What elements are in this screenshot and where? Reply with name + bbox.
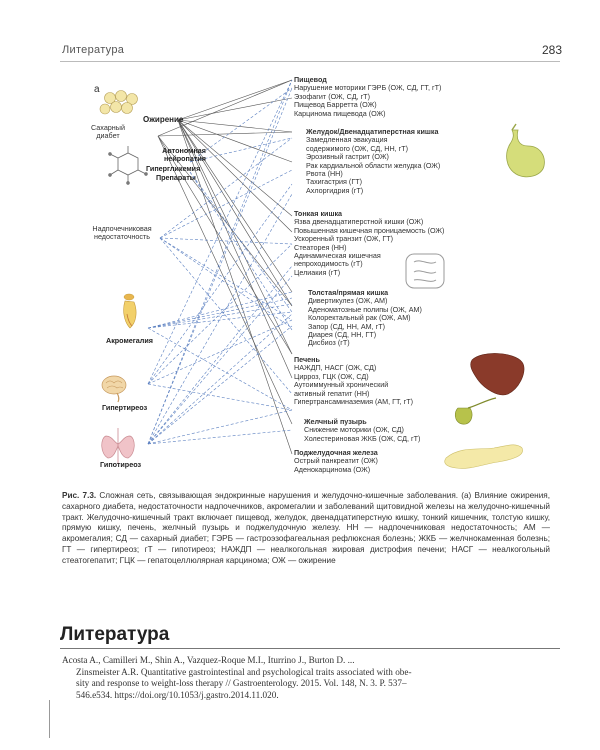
label-drugs: Препараты — [156, 173, 196, 182]
gallbladder-icon — [455, 398, 496, 424]
organ-block-gallbladder: Желчный пузырь Снижение моторики (ОЖ, СД) Холестериновая ЖКБ (ОЖ, СД, гТ) — [304, 417, 421, 443]
pancreas-icon — [445, 445, 523, 469]
reference-entry: Acosta A., Camilleri M., Shin A., Vazquez-Roque M.I., Iturrino J., Burton D. ... Zinsmeister A.R. Quantitative gastrointestinal and psychological traits associated with obe- sity and response to weight-loss therapy // Gastroenterology. 2015. Vol. 148, N. 3. P. 537– 546.e534. https://doi.org/10.1053/j.gastro.2014.11.020. — [62, 655, 412, 700]
organ-block-esophagus: Пищевод Нарушение моторики ГЭРБ (ОЖ, СД, ГТ, гТ) Эзофагит (ОЖ, СД, гТ) Пищевод Барретта (ОЖ) Карцинома пищевода (ОЖ) — [294, 75, 442, 118]
label-obesity: Ожирение — [143, 115, 184, 124]
label-neuropathy: Автономная нейропатия — [162, 146, 206, 164]
margin-mark — [49, 700, 50, 738]
organ-block-stomach: Желудок/Двенадцатиперстная кишка Замедленная эвакуация содержимого (ОЖ, СД, НН, гТ) Эрозивный гастрит (ОЖ) Рак кардиальной области желудка (ОЖ) Рвота (НН) Тахигастрия (ГТ) Ахлоргидрия (гТ) — [306, 127, 441, 195]
page-number: 283 — [542, 43, 563, 57]
header-divider — [60, 61, 560, 62]
organ-block-pancreas: Поджелудочная железа Острый панкреатит (ОЖ) Аденокарцинома (ОЖ) — [294, 448, 378, 474]
panel-letter: a — [94, 84, 100, 95]
literature-divider — [60, 648, 560, 649]
figure-7-3 — [70, 66, 570, 486]
label-hyperglycemia: Гипергликемия — [146, 164, 201, 173]
figure-caption — [62, 491, 550, 567]
caption-text: Сложная сеть, связывающая эндокринные нарушения и желудочно-кишечные заболевания. (а) Влияние ожирения, сахарного диабета, недостаточности надпочечников, акромегалии и заболеваний щитовидной железы на желудочно-кишечный тракт. Желудочно-кишечный тракт включает пищевод, желудок, двенадцатиперстную кишку, тонкий кишечник, толстую кишку, прямую кишку, печень, желчный пузырь и поджелудочную железу. НН — надпочечниковая недостаточность; АМ — акромегалия; СД — сахарный диабет; ГЭРБ — гастроэзофагеальная рефлюксная болезнь; ЖКБ — желчнокаменная болезнь; ГТ — гипертиреоз; гТ — гипотиреоз; НАЖДП — неалкогольная жировая дистрофия печени; НАСГ — неалкогольный стеатогепатит; ГЦК — гепатоцеллюлярная карцинома; ОЖ — ожирение — [62, 491, 550, 565]
adrenal-gland-icon — [124, 294, 136, 328]
thyroid-icon — [102, 428, 135, 464]
organ-block-colon: Толстая/прямая кишка Дивертикулез (ОЖ, АМ) Аденоматозные полипы (ОЖ, АМ) Колоректальный рак (ОЖ, АМ) Запор (СД, НН, АМ, гТ) Диарея (СД, НН, ГТ) Дисбиоз (гТ) — [308, 288, 422, 348]
label-diabetes: Сахарный диабет — [91, 123, 125, 141]
brain-icon — [102, 376, 126, 402]
running-head: Литература — [62, 44, 125, 56]
label-acromegaly: Акромегалия — [106, 336, 153, 345]
label-hypothyroid: Гипотиреоз — [100, 460, 142, 469]
label-adrenal-insufficiency: Надпочечниковая недостаточность — [92, 224, 152, 242]
label-hyperthyroid: Гипертиреоз — [102, 403, 148, 412]
caption-label: Рис. 7.3. — [62, 491, 97, 500]
literature-heading: Литература — [60, 624, 170, 645]
fat-cells-icon — [100, 91, 138, 115]
organ-block-liver: Печень НАЖДП, НАСГ (ОЖ, СД) Цирроз, ГЦК (ОЖ, СД) Аутоиммунный хронический активный гепатит (НН) Гипертрансаминаземия (АМ, ГТ, гТ) — [294, 355, 414, 407]
organ-block-small-intestine: Тонкая кишка Язва двенадцатиперстной кишки (ОЖ) Повышенная кишечная проницаемость (ОЖ) Ускоренный транзит (ОЖ, ГТ) Стеаторея (НН) Адинамическая кишечная непроходимость (гТ) Целиакия (гТ) — [294, 209, 445, 277]
liver-icon — [471, 353, 524, 394]
stomach-icon — [507, 124, 545, 177]
connection-lines — [148, 80, 292, 454]
